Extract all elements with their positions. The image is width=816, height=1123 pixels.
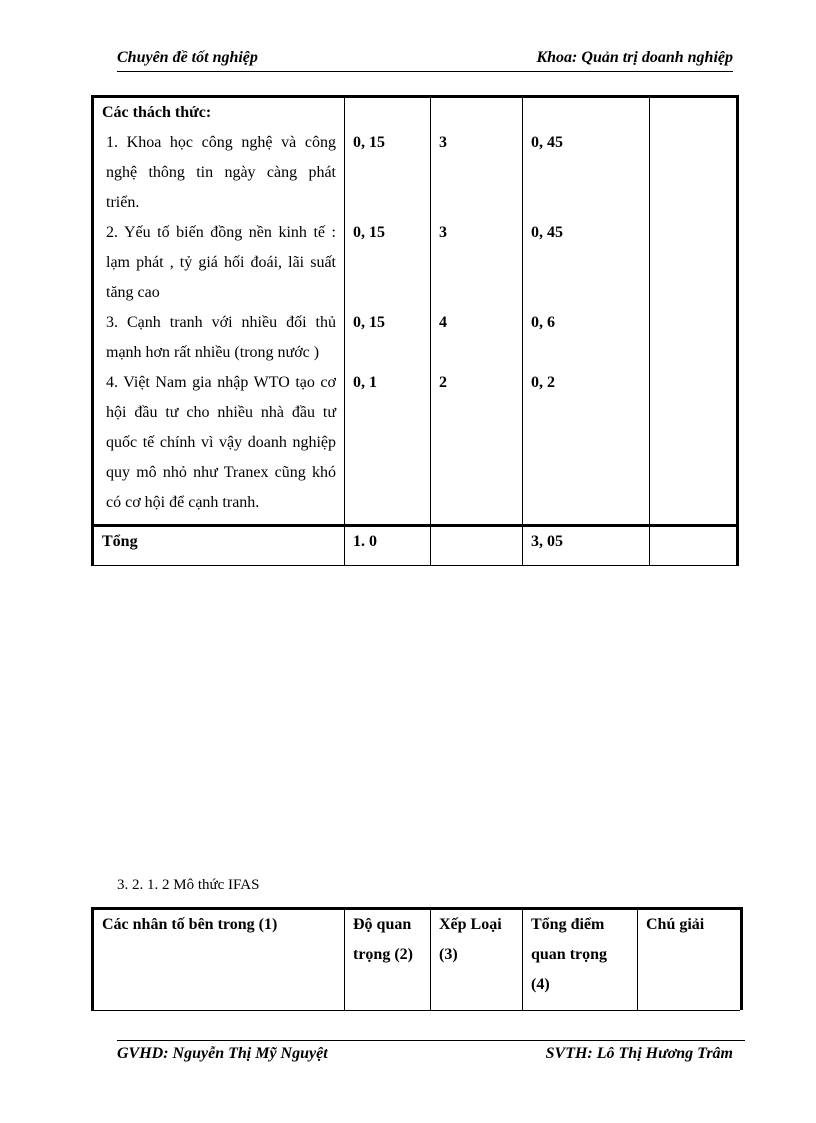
- total-label: Tổng: [93, 526, 345, 566]
- rating-cell: [431, 97, 523, 526]
- footer-left: GVHD: Nguyễn Thị Mỹ Nguyệt: [117, 1045, 328, 1062]
- weight-cell: [345, 97, 431, 526]
- weight-value: 0, 1: [353, 374, 377, 391]
- note-cell: [650, 97, 738, 526]
- score-value: 0, 45: [531, 224, 563, 241]
- threat-item: 3. Cạnh tranh với nhiều đối thủ mạnh hơn rất nhiều (trong nước ): [106, 314, 336, 361]
- footer-right: SVTH: Lô Thị Hương Trâm: [545, 1045, 733, 1062]
- score-cell: [523, 97, 650, 526]
- page-header: [117, 47, 733, 72]
- rating-value: 3: [439, 134, 447, 151]
- score-value: 0, 45: [531, 134, 563, 151]
- score-value: 0, 2: [531, 374, 555, 391]
- threat-item: 1. Khoa học công nghệ và công nghệ thông tin ngày càng phát triển.: [106, 134, 336, 211]
- header-cell: Tổng điểm quan trọng (4): [523, 909, 638, 1011]
- rating-value: 3: [439, 224, 447, 241]
- header-cell: Chú giải: [638, 909, 742, 1011]
- rating-value: 2: [439, 374, 447, 391]
- ifas-table: [91, 907, 743, 1010]
- header-cell: Xếp Loại (3): [431, 909, 523, 1011]
- header-cell: Các nhân tố bên trong (1): [93, 909, 345, 1011]
- total-note: [650, 526, 738, 566]
- header-cell: Độ quan trọng (2): [345, 909, 431, 1011]
- header-left: Chuyên đề tốt nghiệp: [117, 49, 258, 66]
- header-right: Khoa: Quản trị doanh nghiệp: [536, 49, 733, 66]
- threat-item: 4. Việt Nam gia nhập WTO tạo cơ hội đầu tư cho nhiều nhà đầu tư quốc tế chính vì vậy doanh nghiệp quy mô nhỏ như Tranex cũng khó có cơ hội để cạnh tranh.: [106, 374, 336, 511]
- total-score: 3, 05: [523, 526, 650, 566]
- section-title: 3. 2. 1. 2 Mô thức IFAS: [117, 877, 260, 893]
- weight-value: 0, 15: [353, 314, 385, 331]
- table-row: [93, 97, 738, 526]
- total-row: [93, 526, 738, 566]
- total-rating: [431, 526, 523, 566]
- rating-value: 4: [439, 314, 447, 331]
- divider: [91, 1010, 740, 1011]
- table-header-row: [93, 909, 742, 1011]
- efas-table: [91, 95, 739, 566]
- weight-value: 0, 15: [353, 134, 385, 151]
- threat-item: 2. Yếu tố biến đồng nền kinh tế : lạm phát , tỷ giá hối đoái, lãi suất tăng cao: [106, 224, 336, 301]
- total-weight: 1. 0: [345, 526, 431, 566]
- factors-cell: [93, 97, 345, 526]
- score-value: 0, 6: [531, 314, 555, 331]
- weight-value: 0, 15: [353, 224, 385, 241]
- page-footer: [117, 1040, 745, 1065]
- threats-heading: Các thách thức:: [102, 104, 212, 121]
